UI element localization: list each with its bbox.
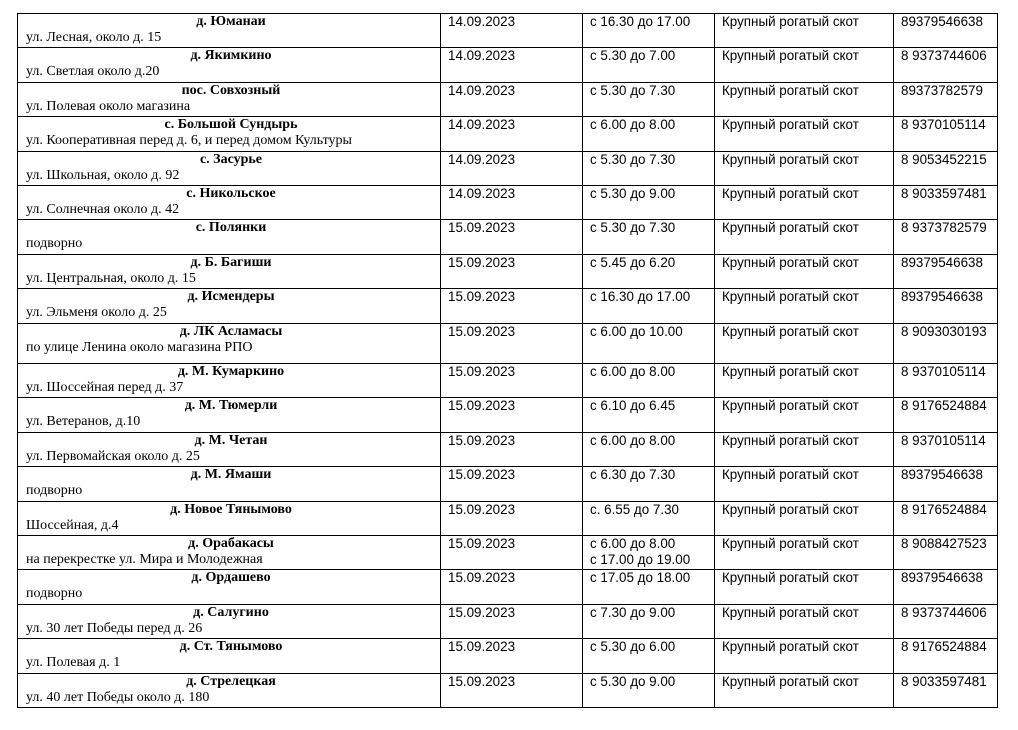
time-cell	[583, 83, 715, 117]
address-text: ул. Полевая около магазина	[26, 99, 191, 114]
date-cell: 15.09.2023	[441, 639, 583, 674]
address-text: подворно	[26, 483, 83, 498]
time-cell	[583, 220, 715, 255]
time-range: с 6.00 до 8.00	[590, 117, 676, 132]
address-text: Шоссейная, д.4	[26, 518, 119, 533]
phone-cell: 8 9370105114	[894, 364, 998, 398]
table-row	[18, 14, 998, 48]
phone-cell: 89379546638	[894, 14, 998, 48]
table-row	[18, 639, 998, 674]
time-cell	[583, 570, 715, 605]
date-cell: 14.09.2023	[441, 152, 583, 186]
time-cell	[583, 364, 715, 398]
animal-type-cell: Крупный рогатый скот	[715, 83, 894, 117]
table-row	[18, 289, 998, 324]
settlement-name: д. Салугино	[193, 605, 269, 620]
date-cell: 15.09.2023	[441, 467, 583, 502]
time-cell	[583, 398, 715, 433]
table-row	[18, 255, 998, 289]
phone-cell: 89379546638	[894, 570, 998, 605]
time-cell	[583, 186, 715, 220]
date-cell: 15.09.2023	[441, 433, 583, 467]
settlement-name: д. М. Четан	[194, 433, 268, 448]
date-cell: 14.09.2023	[441, 48, 583, 83]
location-cell	[18, 467, 441, 502]
settlement-name: д. Якимкино	[190, 48, 272, 63]
time-range: с 7.30 до 9.00	[590, 605, 676, 620]
address-text: подворно	[26, 236, 83, 251]
address-text: ул. Полевая д. 1	[26, 655, 121, 670]
table-row	[18, 152, 998, 186]
time-cell	[583, 605, 715, 639]
table-row	[18, 83, 998, 117]
time-cell	[583, 289, 715, 324]
address-text: подворно	[26, 586, 83, 601]
time-cell	[583, 467, 715, 502]
animal-type-cell: Крупный рогатый скот	[715, 324, 894, 364]
time-cell	[583, 639, 715, 674]
table-row	[18, 398, 998, 433]
time-range: с 6.10 до 6.45	[590, 398, 676, 413]
animal-type-cell: Крупный рогатый скот	[715, 117, 894, 152]
settlement-name: д. М. Тюмерли	[184, 398, 278, 413]
animal-type-cell: Крупный рогатый скот	[715, 674, 894, 708]
phone-cell: 8 9093030193	[894, 324, 998, 364]
time-range: с 5.30 до 6.00	[590, 639, 676, 654]
time-range: с 5.30 до 9.00	[590, 186, 676, 201]
table-row	[18, 364, 998, 398]
time-cell	[583, 48, 715, 83]
settlement-name: д. М. Кумаркино	[177, 364, 285, 379]
address-text: ул. Школьная, около д. 92	[26, 168, 180, 183]
phone-cell: 8 9088427523	[894, 536, 998, 570]
table-row	[18, 605, 998, 639]
time-cell	[583, 536, 715, 570]
location-cell	[18, 186, 441, 220]
time-range: с 5.30 до 7.30	[590, 83, 676, 98]
settlement-name: д. Новое Тянымово	[170, 502, 292, 517]
time-range: с 6.00 до 8.00	[590, 364, 676, 379]
address-text: ул. Лесная, около д. 15	[26, 30, 162, 45]
time-cell	[583, 674, 715, 708]
animal-type-cell: Крупный рогатый скот	[715, 220, 894, 255]
address-text: ул. Ветеранов, д.10	[26, 414, 141, 429]
settlement-name: д. Ст. Тянымово	[179, 639, 283, 654]
table-row	[18, 117, 998, 152]
animal-type-cell: Крупный рогатый скот	[715, 289, 894, 324]
animal-type-cell: Крупный рогатый скот	[715, 433, 894, 467]
location-cell	[18, 398, 441, 433]
address-text: ул. Первомайская около д. 25	[26, 449, 200, 464]
date-cell: 15.09.2023	[441, 398, 583, 433]
animal-type-cell: Крупный рогатый скот	[715, 398, 894, 433]
table-row	[18, 48, 998, 83]
location-cell	[18, 570, 441, 605]
settlement-name: д. Орабакасы	[188, 536, 274, 551]
date-cell: 15.09.2023	[441, 674, 583, 708]
animal-type-cell: Крупный рогатый скот	[715, 186, 894, 220]
location-cell	[18, 289, 441, 324]
date-cell: 14.09.2023	[441, 186, 583, 220]
time-range: с 5.30 до 7.30	[590, 152, 676, 167]
time-range: с 16.30 до 17.00	[590, 289, 691, 304]
address-text: ул. Светлая около д.20	[26, 64, 160, 79]
settlement-name: д. Стрелецкая	[186, 674, 276, 689]
location-cell	[18, 152, 441, 186]
settlement-name: д. М. Ямаши	[190, 467, 272, 482]
time-range: с 5.30 до 7.00	[590, 48, 676, 63]
animal-type-cell: Крупный рогатый скот	[715, 570, 894, 605]
animal-type-cell: Крупный рогатый скот	[715, 467, 894, 502]
address-text: ул. Кооперативная перед д. 6, и перед домом Культуры	[26, 133, 352, 148]
address-text: на перекрестке ул. Мира и Молодежная	[26, 552, 263, 567]
animal-type-cell: Крупный рогатый скот	[715, 152, 894, 186]
date-cell: 15.09.2023	[441, 324, 583, 364]
time-range: с 16.30 до 17.00	[590, 14, 691, 29]
phone-cell: 8 9176524884	[894, 639, 998, 674]
time-range: с. 6.55 до 7.30	[590, 502, 679, 517]
time-cell	[583, 152, 715, 186]
table-row	[18, 674, 998, 708]
settlement-name: пос. Совхозный	[181, 83, 281, 98]
date-cell: 15.09.2023	[441, 289, 583, 324]
table-row	[18, 536, 998, 570]
phone-cell: 89373782579	[894, 83, 998, 117]
phone-cell: 89379546638	[894, 467, 998, 502]
table-row	[18, 502, 998, 536]
date-cell: 14.09.2023	[441, 14, 583, 48]
phone-cell: 8 9033597481	[894, 186, 998, 220]
location-cell	[18, 502, 441, 536]
location-cell	[18, 364, 441, 398]
date-cell: 14.09.2023	[441, 83, 583, 117]
location-cell	[18, 48, 441, 83]
location-cell	[18, 605, 441, 639]
time-range: с 5.45 до 6.20	[590, 255, 676, 270]
date-cell: 15.09.2023	[441, 364, 583, 398]
phone-cell: 8 9373744606	[894, 605, 998, 639]
animal-type-cell: Крупный рогатый скот	[715, 14, 894, 48]
location-cell	[18, 674, 441, 708]
time-cell	[583, 433, 715, 467]
schedule-table	[17, 13, 998, 708]
time-range: с 5.30 до 7.30	[590, 220, 676, 235]
animal-type-cell: Крупный рогатый скот	[715, 536, 894, 570]
time-cell	[583, 502, 715, 536]
settlement-name: д. Б. Багиши	[190, 255, 272, 270]
settlement-name: с. Полянки	[195, 220, 267, 235]
time-range: с 6.30 до 7.30	[590, 467, 676, 482]
date-cell: 15.09.2023	[441, 570, 583, 605]
phone-cell: 89379546638	[894, 255, 998, 289]
schedule-body	[18, 14, 998, 708]
phone-cell: 8 9373744606	[894, 48, 998, 83]
table-row	[18, 467, 998, 502]
date-cell: 15.09.2023	[441, 502, 583, 536]
location-cell	[18, 117, 441, 152]
phone-cell: 8 9176524884	[894, 398, 998, 433]
table-row	[18, 433, 998, 467]
location-cell	[18, 536, 441, 570]
animal-type-cell: Крупный рогатый скот	[715, 605, 894, 639]
location-cell	[18, 83, 441, 117]
animal-type-cell: Крупный рогатый скот	[715, 48, 894, 83]
date-cell: 15.09.2023	[441, 220, 583, 255]
phone-cell: 8 9033597481	[894, 674, 998, 708]
address-text: ул. 40 лет Победы около д. 180	[26, 690, 210, 705]
settlement-name: с. Засурье	[199, 152, 263, 167]
settlement-name: д. Ордашево	[191, 570, 271, 585]
address-text: по улице Ленина около магазина РПО	[26, 340, 253, 355]
settlement-name: д. Юманаи	[196, 14, 266, 29]
time-range: с 6.00 до 8.00	[590, 433, 676, 448]
animal-type-cell: Крупный рогатый скот	[715, 502, 894, 536]
time-cell	[583, 324, 715, 364]
address-text: ул. 30 лет Победы перед д. 26	[26, 621, 203, 636]
address-text: ул. Центральная, около д. 15	[26, 271, 196, 286]
time-range: с 6.00 до 10.00	[590, 324, 683, 339]
table-row	[18, 570, 998, 605]
time-range: с 17.05 до 18.00	[590, 570, 691, 585]
settlement-name: с. Большой Сундырь	[164, 117, 298, 132]
date-cell: 14.09.2023	[441, 117, 583, 152]
address-text: ул. Шоссейная перед д. 37	[26, 380, 184, 395]
date-cell: 15.09.2023	[441, 536, 583, 570]
location-cell	[18, 324, 441, 364]
phone-cell: 8 9370105114	[894, 433, 998, 467]
settlement-name: д. ЛК Асламасы	[179, 324, 283, 339]
time-range: с 6.00 до 8.00	[590, 536, 676, 551]
date-cell: 15.09.2023	[441, 255, 583, 289]
phone-cell: 8 9370105114	[894, 117, 998, 152]
time-cell	[583, 117, 715, 152]
time-range-second: с 17.00 до 19.00	[590, 552, 691, 567]
time-range: с 5.30 до 9.00	[590, 674, 676, 689]
table-row	[18, 324, 998, 364]
phone-cell: 8 9176524884	[894, 502, 998, 536]
settlement-name: с. Никольское	[186, 186, 276, 201]
table-row	[18, 220, 998, 255]
address-text: ул. Солнечная около д. 42	[26, 202, 180, 217]
time-cell	[583, 255, 715, 289]
location-cell	[18, 255, 441, 289]
time-cell	[583, 14, 715, 48]
animal-type-cell: Крупный рогатый скот	[715, 639, 894, 674]
settlement-name: д. Исмендеры	[187, 289, 275, 304]
phone-cell: 8 9373782579	[894, 220, 998, 255]
phone-cell: 8 9053452215	[894, 152, 998, 186]
location-cell	[18, 220, 441, 255]
date-cell: 15.09.2023	[441, 605, 583, 639]
table-row	[18, 186, 998, 220]
address-text: ул. Эльменя около д. 25	[26, 305, 167, 320]
animal-type-cell: Крупный рогатый скот	[715, 255, 894, 289]
location-cell	[18, 639, 441, 674]
phone-cell: 89379546638	[894, 289, 998, 324]
animal-type-cell: Крупный рогатый скот	[715, 364, 894, 398]
location-cell	[18, 433, 441, 467]
location-cell	[18, 14, 441, 48]
